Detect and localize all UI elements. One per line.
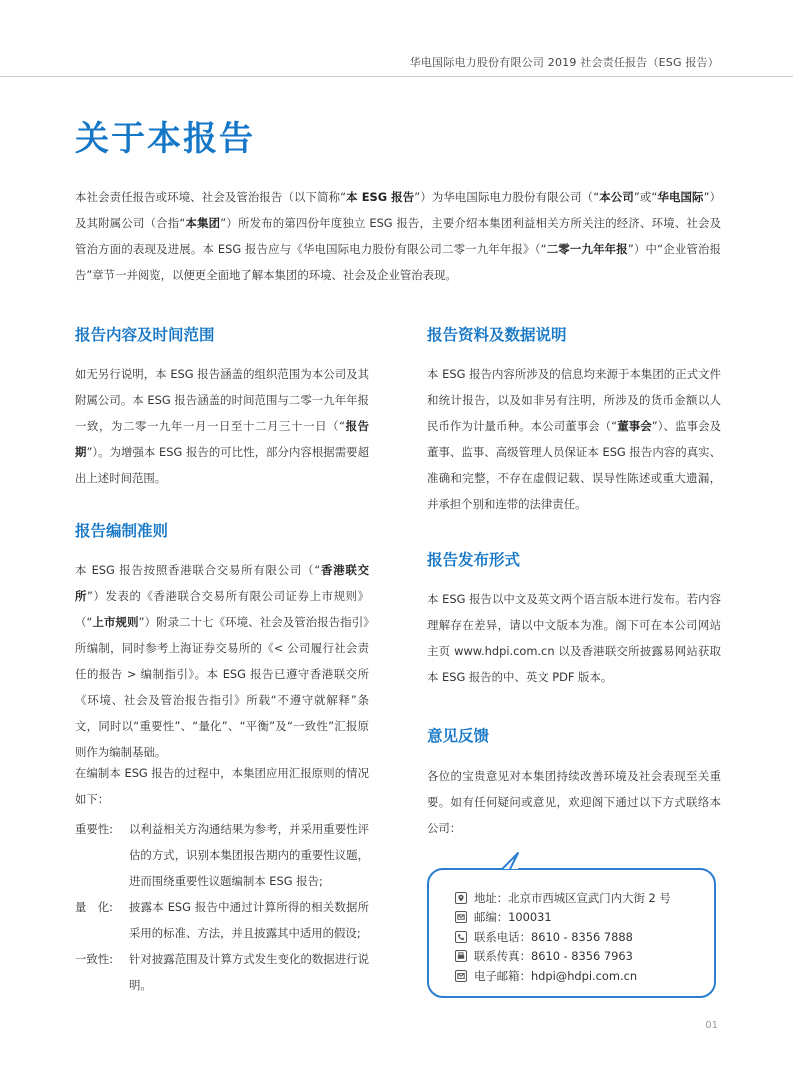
page-title: 关于本报告	[75, 119, 255, 159]
list-item	[75, 946, 369, 998]
phone-icon	[455, 931, 467, 943]
publication-paragraph: 本 ESG 报告以中文及英文两个语言版本进行发布。若内容理解存在差异，请以中文版本为准。阁下可在本公司网站主页 www.hdpi.com.cn 以及香港联交所披露易网站获取本 ESG 报告的中、英文 PDF 版本。	[427, 592, 721, 684]
principles-paragraph: 本 ESG 报告按照香港联合交易所有限公司（“香港联交所”）发表的《香港联合交易所有限公司证券上市规则》（“上市规则”）附录二十七《环境、社会及管治报告指引》所编制，同时参考上海证券交易所的《< 公司履行社会责任的报告 > 编制指引》。本 ESG 报告已遵守香港联交所《环境、社会及管治报告指引》所载“不遵守就解释”条文，同时以“重要性”、“量化”、“平衡”及“一致性”汇报原则作为编制基础。	[75, 563, 370, 759]
principle-description: 披露本 ESG 报告中通过计算所得的相关数据所采用的标准、方法，并且披露其中适用的假设;	[129, 900, 369, 940]
reporting-principles-list	[75, 816, 369, 998]
principle-term: 重要性:	[75, 822, 114, 836]
principle-term: 量 化:	[75, 900, 114, 914]
feedback-paragraph: 各位的宝贵意见对本集团持续改善环境及社会表现至关重要。如有任何疑问或意见，欢迎阁下通过以下方式联络本公司：	[427, 769, 721, 835]
running-header: 华电国际电力股份有限公司 2019 社会责任报告（ESG 报告）	[409, 56, 719, 69]
list-item	[75, 816, 369, 894]
principle-description: 以利益相关方沟通结果为参考，并采用重要性评估的方式，识别本集团报告期内的重要性议题，进而围绕重要性议题编制本 ESG 报告;	[129, 822, 369, 888]
page-number: 01	[705, 1020, 718, 1031]
publication-heading: 报告发布形式	[427, 551, 521, 569]
data-source-heading: 报告资料及数据说明	[427, 326, 567, 344]
email-icon	[455, 970, 467, 982]
contact-address: 地址：北京市西城区宣武门内大街 2 号	[455, 888, 714, 908]
principles-heading: 报告编制准则	[75, 522, 169, 540]
header-rule	[0, 76, 793, 77]
contact-email: 电子邮箱：hdpi@hdpi.com.cn	[455, 966, 714, 986]
principle-term: 一致性:	[75, 952, 114, 966]
intro-paragraph: 本社会责任报告或环境、社会及管治报告（以下简称“本 ESG 报告”）为华电国际电力股份有限公司（“本公司”或“华电国际”）及其附属公司（合指“本集团”）所发布的第四份年度独立 ESG 报告，主要介绍本集团利益相关方所关注的经济、环境、社会及管治方面的表现及进展。本 ESG 报告应与《华电国际电力股份有限公司二零一九年年报》（“二零一九年年报”）中“企业管治报告”章节一并阅览，以便更全面地了解本集团的环境、社会及企业管治表现。	[75, 190, 721, 282]
location-pin-icon	[455, 892, 467, 904]
contact-postcode: 邮编：100031	[455, 908, 714, 928]
contact-fax: 联系传真：8610 - 8356 7963	[455, 947, 714, 967]
list-item	[75, 894, 369, 946]
speech-bubble-tail	[468, 851, 526, 873]
principle-description: 针对披露范围及计算方式发生变化的数据进行说明。	[129, 952, 369, 992]
fax-icon	[455, 950, 467, 962]
scope-paragraph: 如无另行说明，本 ESG 报告涵盖的组织范围为本公司及其附属公司。本 ESG 报告涵盖的时间范围与二零一九年年报一致，为二零一九年一月一日至十二月三十一日（“报告期”）。为增强本 ESG 报告的可比性，部分内容根据需要超出上述时间范围。	[75, 367, 369, 485]
contact-phone: 联系电话：8610 - 8356 7888	[455, 927, 714, 947]
data-source-paragraph: 本 ESG 报告内容所涉及的信息均来源于本集团的正式文件和统计报告，以及如非另有注明，所涉及的货币金额以人民币作为计量币种。本公司董事会（“董事会”）、监事会及董事、监事、高级管理人员保证本 ESG 报告内容的真实、准确和完整，不存在虚假记载、误导性陈述或重大遗漏，并承担个别和连带的法律责任。	[427, 367, 721, 511]
feedback-heading: 意见反馈	[427, 727, 490, 745]
principles-application-paragraph: 在编制本 ESG 报告的过程中，本集团应用汇报原则的情况如下：	[75, 766, 369, 806]
postcode-icon	[455, 911, 467, 923]
contact-info-box	[427, 868, 716, 998]
scope-heading: 报告内容及时间范围	[75, 326, 215, 344]
